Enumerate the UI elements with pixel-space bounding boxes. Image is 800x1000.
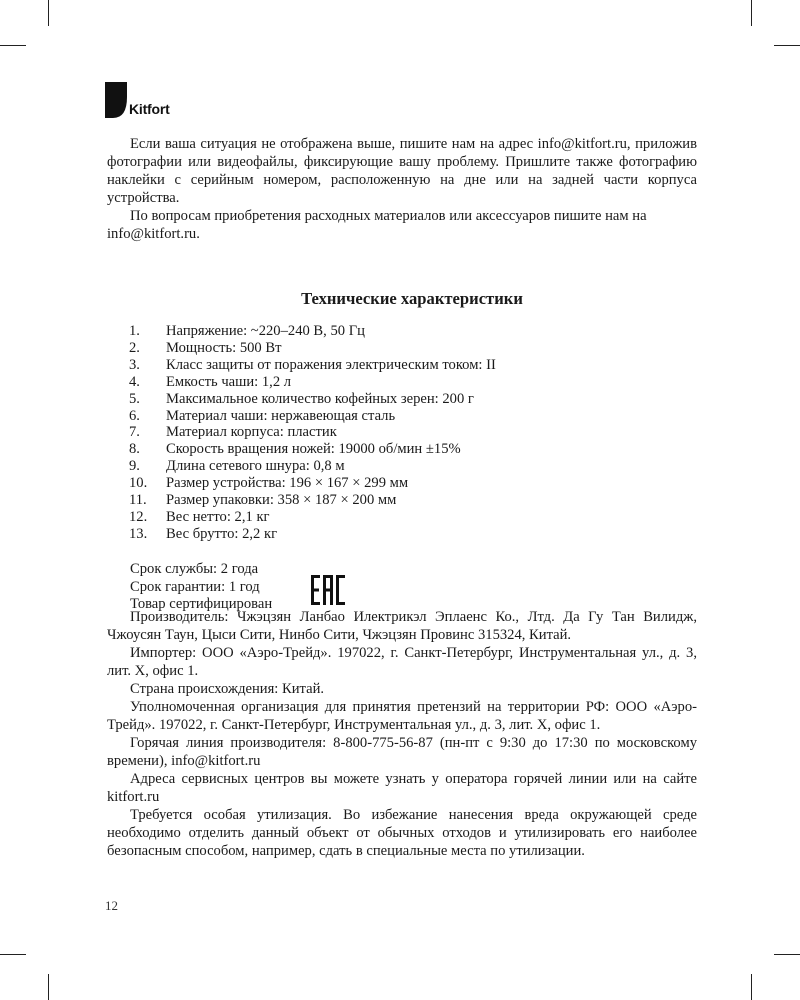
spec-item	[129, 374, 496, 391]
intro-text	[107, 135, 697, 243]
spec-item	[129, 357, 496, 374]
spec-item	[129, 391, 496, 408]
spec-number: 9.	[129, 458, 140, 475]
spec-number: 12.	[129, 508, 148, 525]
spec-item	[129, 323, 496, 340]
spec-item	[129, 408, 496, 425]
spec-number: 1.	[129, 323, 140, 339]
spec-text: Длина сетевого шнура: 0,8 м	[166, 458, 345, 475]
spec-text: Класс защиты от поражения электрическим током: II	[166, 356, 496, 373]
eac-mark-icon	[311, 575, 345, 605]
spec-number: 8.	[129, 441, 140, 458]
spec-item	[129, 526, 496, 543]
intro-paragraph-1: Если ваша ситуация не отображена выше, пишите нам на адрес info@kitfort.ru, приложив фотографии или видеофайлы, фиксирующие вашу проблему. Пришлите также фотографию наклейки с серийным номером, расположенную на дне или на задней части корпуса устройства.	[107, 136, 697, 206]
crop-mark	[0, 45, 26, 46]
spec-item	[129, 424, 496, 441]
spec-number: 3.	[129, 356, 140, 373]
kitfort-logo	[105, 82, 170, 118]
spec-text: Материал корпуса: пластик	[166, 424, 337, 441]
spec-text: Вес нетто: 2,1 кг	[166, 508, 270, 525]
legal-text	[107, 608, 697, 860]
service-life: Срок службы: 2 года	[130, 561, 259, 577]
crop-mark	[774, 45, 800, 46]
authorized-organization: Уполномоченная организация для принятия претензий на территории РФ: ООО «Аэро-Трейд». 197022, г. Санкт-Петербург, Инструментальная ул., д. 3, лит. Х, офис 1.	[107, 699, 697, 733]
kitfort-logo-icon	[105, 82, 127, 118]
spec-item	[129, 475, 496, 492]
spec-number: 5.	[129, 390, 140, 407]
country-of-origin: Страна происхождения: Китай.	[130, 681, 325, 697]
spec-text: Мощность: 500 Вт	[166, 339, 282, 356]
spec-number: 7.	[129, 424, 140, 441]
spec-number: 13.	[129, 525, 148, 542]
crop-mark	[48, 0, 49, 26]
certification-note: Товар сертифицирован	[130, 596, 273, 613]
intro-paragraph-2: По вопросам приобретения расходных материалов или аксессуаров пишите нам на info@kitfort.ru.	[107, 208, 647, 242]
crop-mark	[0, 954, 26, 955]
manufacturer-info: Производитель: Чжэцзян Ланбао Илектрикэл Эплаенс Ко., Лтд. Да Гу Тан Вилидж, Чжоусян Таун, Цыси Сити, Нинбо Сити, Чжэцзян Провинс 315324, Китай.	[107, 609, 697, 643]
warranty-period: Срок гарантии: 1 год	[130, 578, 260, 595]
crop-mark	[751, 0, 752, 26]
crop-mark	[48, 974, 49, 1000]
specs-list	[129, 323, 496, 543]
importer-info: Импортер: ООО «Аэро-Трейд». 197022, г. Санкт-Петербург, Инструментальная ул., д. 3, лит. Х, офис 1.	[107, 645, 697, 679]
spec-text: Напряжение: ~220–240 В, 50 Гц	[166, 323, 365, 339]
specs-heading: Технические характеристики	[301, 289, 523, 308]
service-info	[130, 561, 272, 614]
service-centers-info: Адреса сервисных центров вы можете узнать у оператора горячей линии или на сайте kitfort.ru	[107, 771, 697, 805]
disposal-info: Требуется особая утилизация. Во избежание нанесения вреда окружающей среде необходимо отделить данный объект от обычных отходов и утилизировать его наиболее безопасным способом, например, сдать в специальные места по утилизации.	[107, 807, 697, 859]
spec-item	[129, 441, 496, 458]
spec-text: Скорость вращения ножей: 19000 об/мин ±15%	[166, 441, 461, 458]
spec-text: Материал чаши: нержавеющая сталь	[166, 407, 396, 424]
spec-text: Размер устройства: 196 × 167 × 299 мм	[166, 475, 409, 492]
spec-text: Максимальное количество кофейных зерен: 200 г	[166, 390, 474, 407]
hotline-info: Горячая линия производителя: 8-800-775-56-87 (пн-пт с 9:30 до 17:30 по московскому времени), info@kitfort.ru	[107, 735, 697, 769]
spec-number: 2.	[129, 339, 140, 356]
spec-number: 6.	[129, 407, 140, 424]
brand-name: Kitfort	[129, 101, 170, 117]
spec-number: 10.	[129, 475, 148, 492]
spec-item	[129, 458, 496, 475]
crop-mark	[751, 974, 752, 1000]
spec-item	[129, 340, 496, 357]
page-number: 12	[105, 898, 118, 913]
spec-text: Емкость чаши: 1,2 л	[166, 373, 292, 390]
spec-item	[129, 492, 496, 509]
spec-number: 4.	[129, 373, 140, 390]
spec-number: 11.	[129, 492, 147, 509]
spec-item	[129, 509, 496, 526]
crop-mark	[774, 954, 800, 955]
spec-text: Вес брутто: 2,2 кг	[166, 525, 278, 542]
spec-text: Размер упаковки: 358 × 187 × 200 мм	[166, 492, 397, 509]
